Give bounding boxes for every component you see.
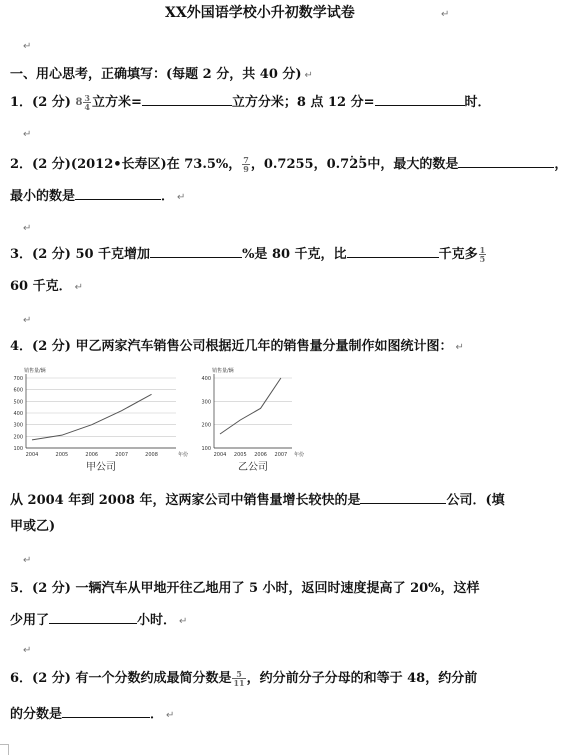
question-text: ， [554,157,567,172]
return-mark: ↵ [23,223,32,234]
y-tick-label: 700 [13,376,23,382]
answer-blank[interactable] [142,92,232,106]
answer-blank[interactable] [360,490,446,504]
title-text: XX外国语学校小升初数学试卷 [165,5,355,21]
answer-blank[interactable] [347,244,439,258]
chart-title: 甲公司 [86,462,116,473]
fraction-denominator: 11 [233,678,245,688]
y-tick-label: 500 [13,399,23,406]
question-6-line-2 [10,704,174,725]
fraction-numerator: 7 [243,155,249,165]
mixed-whole: 8 [75,96,83,108]
question-4 [10,338,464,357]
question-3-line-2 [10,278,83,297]
question-text: 从 2004 年到 2008 年，这两家公司中销售量增长较快的是 [10,493,361,508]
question-2 [10,154,567,174]
x-tick-label: 2007 [115,452,129,458]
question-4-answer-line-2 [10,518,55,536]
y-tick-label: 400 [201,376,211,382]
question-text: ，约分前分子分母的和等于 48，约分前 [246,671,478,686]
question-3 [10,244,487,264]
chart-title: 乙公司 [238,462,268,473]
question-text: ，0.7255，0.7 [250,157,350,172]
x-tick-label: 2004 [213,452,227,458]
question-text: ． [161,189,175,204]
return-mark: ↵ [23,41,32,52]
fraction-denominator: 5 [479,254,486,264]
question-text: 公司．(填 [446,493,505,508]
question-text: 60 千克． [10,279,72,294]
x-tick-label: 2005 [55,452,69,458]
page-title [165,4,355,22]
x-axis-label: 年份 [294,452,305,458]
question-text: 立方米= [92,95,142,110]
return-mark: ↵ [455,342,464,353]
fraction-numerator: 5 [232,670,245,679]
repeating-digit: · 5 [358,157,367,172]
page-corner-mark [0,744,9,755]
answer-blank[interactable] [75,186,161,200]
x-tick-label: 2005 [233,452,247,458]
answer-blank[interactable] [150,244,242,258]
question-number: 1．(2 分) [10,95,71,110]
question-text: 2．(2 分)(2012•长寿区)在 73.5%， [10,157,242,172]
return-mark: ↵ [23,555,32,566]
fraction-denominator: 4 [84,101,90,112]
question-text: 时． [464,95,491,110]
question-text: 最小的数是 [10,189,76,204]
question-2-line-2 [10,186,185,207]
return-mark: ↵ [23,129,32,140]
question-4-answer-line [10,490,505,510]
question-text: %是 80 千克，比 [242,247,347,262]
answer-blank[interactable] [458,154,554,168]
return-mark: ↵ [23,315,32,326]
y-tick-label: 100 [13,446,23,452]
x-tick-label: 2006 [85,452,99,458]
question-text: 千克多 [438,247,478,262]
section-heading [10,66,313,85]
x-tick-label: 2004 [25,452,39,458]
fraction [83,94,91,111]
answer-blank[interactable] [375,92,465,106]
y-tick-label: 300 [201,399,211,406]
question-6 [10,670,477,688]
chart-jia [8,364,188,480]
return-mark: ↵ [23,645,32,656]
y-axis-label: 销售量/辆 [24,368,46,374]
fraction [479,246,487,263]
y-tick-label: 100 [201,446,211,452]
section-heading-text: 一、用心思考，正确填写：(每题 2 分，共 40 分) [10,67,302,82]
question-text: 中，最大的数是 [367,157,459,172]
question-text: 3．(2 分) 50 千克增加 [10,247,151,262]
return-mark: ↵ [441,9,450,20]
question-text: 6．(2 分) 有一个分数约成最简分数是 [10,671,232,686]
question-text: 的分数是 [10,707,63,722]
y-axis-label: 销售量/辆 [212,368,234,374]
question-text: 少用了 [10,613,50,628]
series-line [220,378,281,434]
fraction-denominator: 9 [243,164,249,174]
question-1 [10,92,491,112]
fraction-numerator: 1 [479,245,486,255]
return-mark: ↵ [177,192,186,203]
question-text: 4．(2 分) 甲乙两家汽车销售公司根据近几年的销售量分量制作如图统计图： [10,339,453,354]
y-tick-label: 400 [13,411,23,417]
repeating-digit: · 2 [349,157,358,172]
y-tick-label: 200 [201,422,211,429]
question-5 [10,580,480,598]
y-tick-label: 600 [13,387,23,394]
return-mark: ↵ [74,282,84,293]
x-axis-label: 年份 [178,452,189,458]
x-tick-label: 2008 [145,452,158,458]
return-mark: ↵ [179,616,188,627]
question-5-line-2 [10,610,187,631]
mixed-number [75,92,92,112]
question-text: 小时． [137,613,177,628]
question-text: ． [150,707,164,722]
x-tick-label: 2007 [274,452,288,458]
y-tick-label: 200 [13,434,23,441]
x-tick-label: 2006 [254,452,267,458]
answer-blank[interactable] [62,704,150,718]
question-text: 5．(2 分) 一辆汽车从甲地开往乙地用了 5 小时，返回时速度提高了 20%，这样 [10,581,480,596]
return-mark: ↵ [166,710,175,721]
question-text: 立方分米；8 点 12 分= [231,95,375,110]
fraction [232,670,245,687]
fraction [242,156,250,173]
question-text: 甲或乙) [10,519,56,534]
fraction-numerator: 3 [84,92,90,103]
answer-blank[interactable] [49,610,137,624]
chart-yi [198,364,308,480]
return-mark: ↵ [304,70,313,81]
y-tick-label: 300 [13,422,23,429]
